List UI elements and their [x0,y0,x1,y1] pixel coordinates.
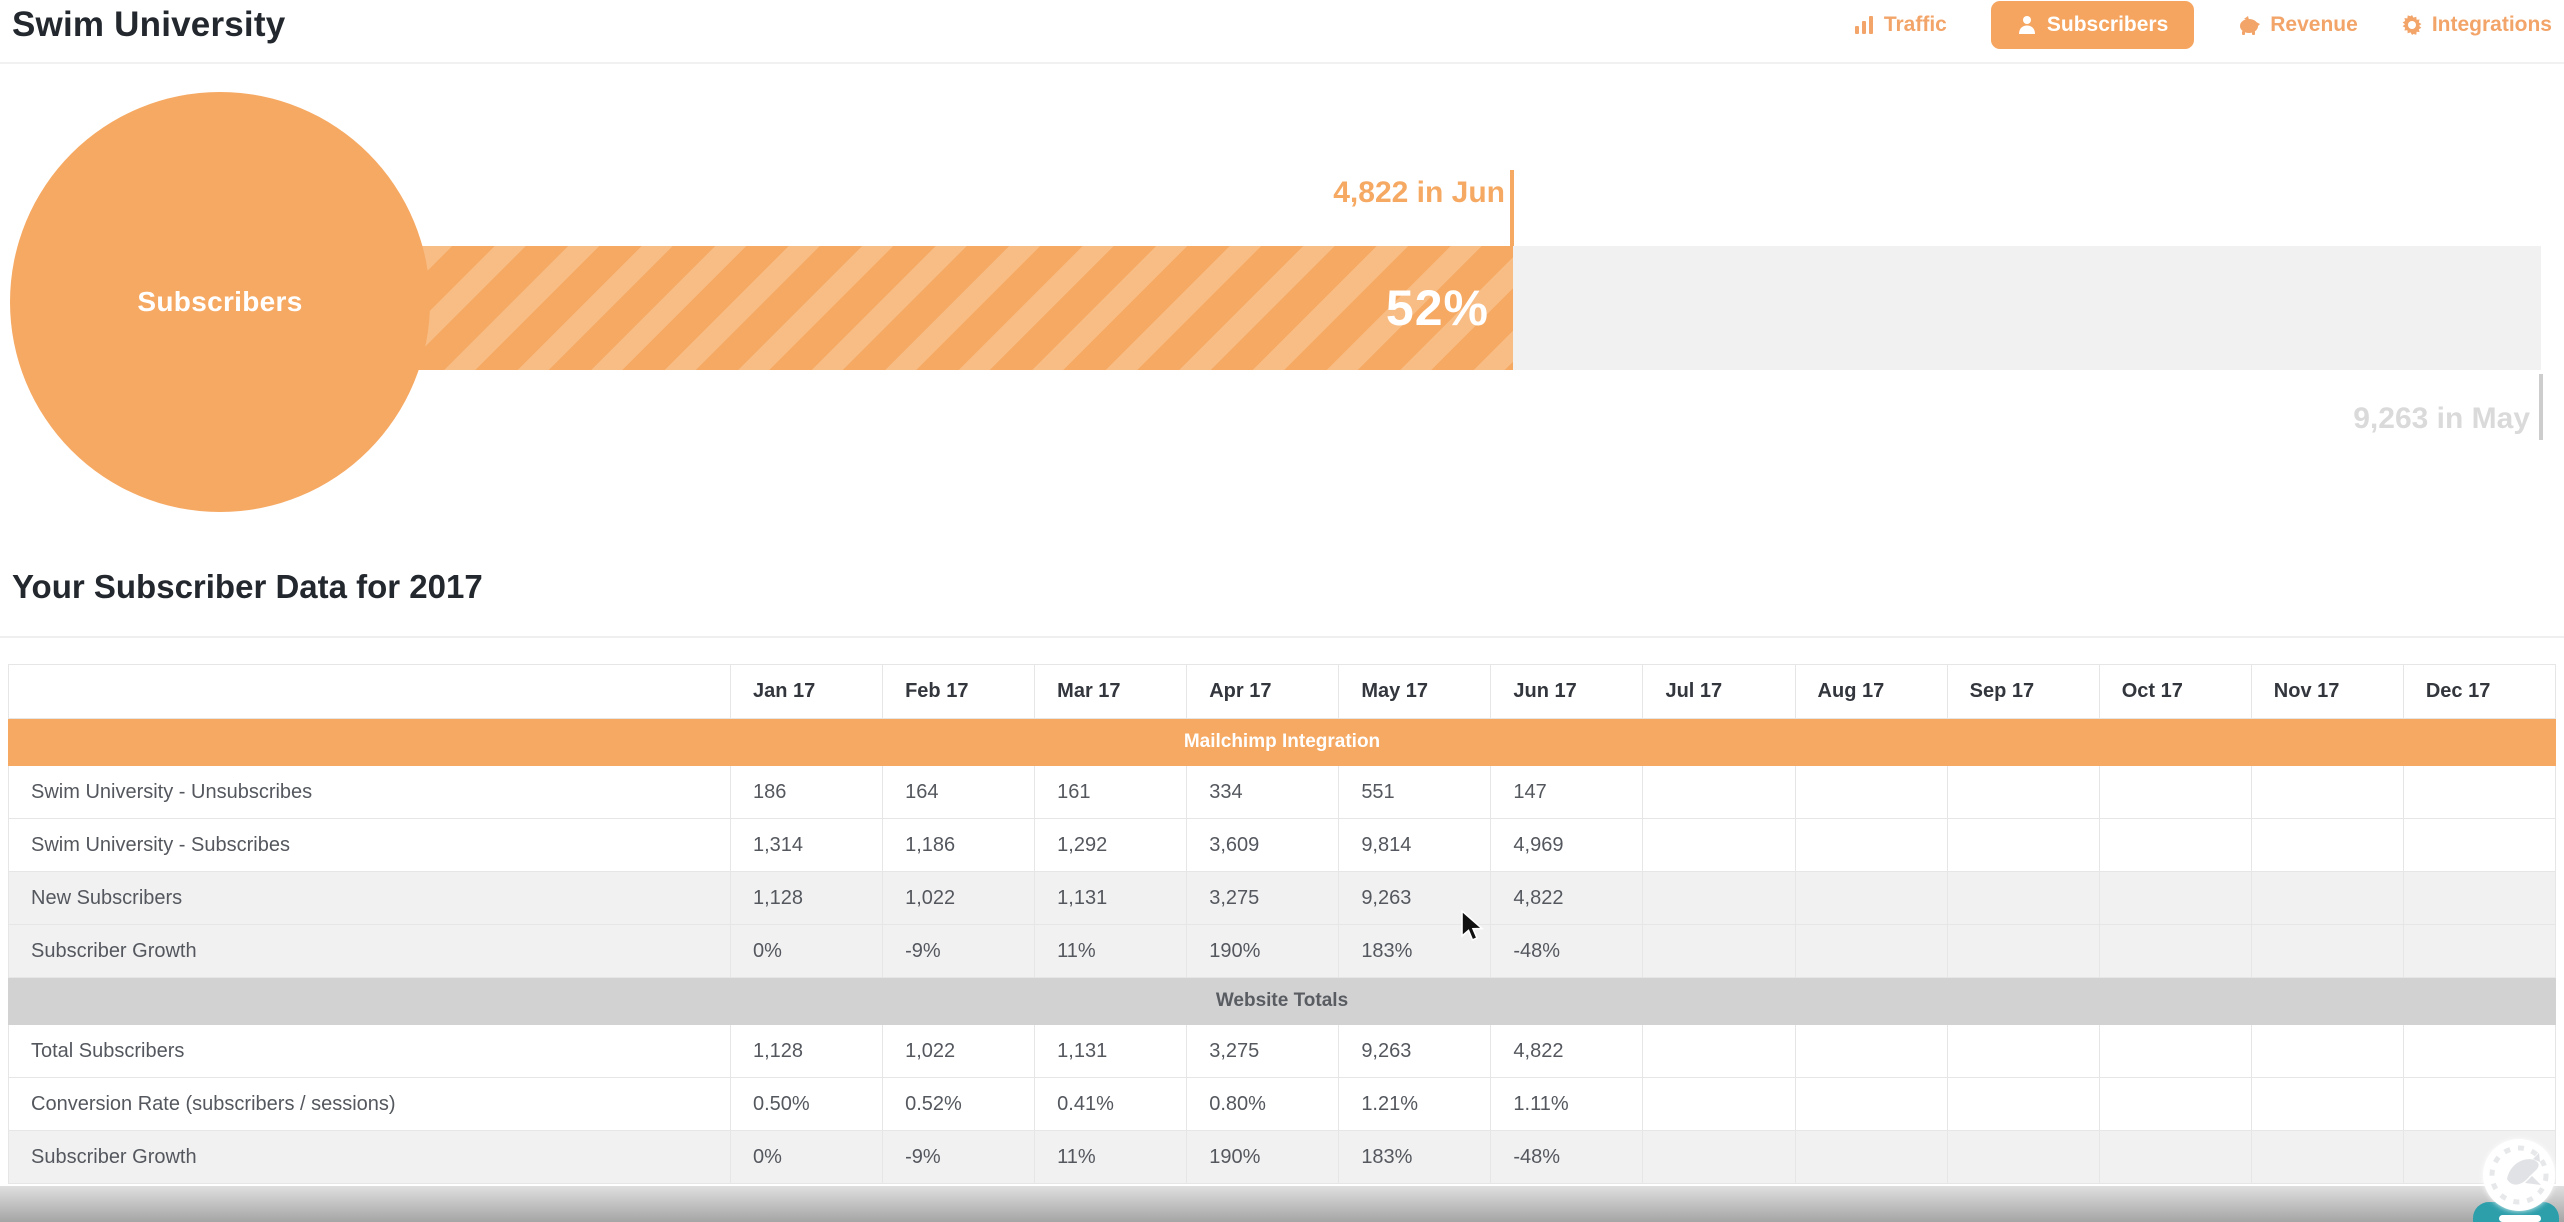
piggy-bank-icon [2238,15,2260,35]
cell-value [1947,1025,2099,1078]
mouse-cursor [1460,910,1486,949]
row-label: New Subscribers [9,872,731,925]
table-row [9,1131,2556,1184]
cell-value [1947,872,2099,925]
cell-value: -48% [1491,925,1643,978]
funnel-bar-fill [305,246,1513,370]
cell-value: 1.21% [1339,1078,1491,1131]
cell-value: 4,822 [1491,1025,1643,1078]
cell-value: 11% [1035,925,1187,978]
cell-value: 0.80% [1187,1078,1339,1131]
table-row [9,872,2556,925]
cell-value [2251,1025,2403,1078]
cell-value [1643,766,1795,819]
cell-value: 1,292 [1035,819,1187,872]
row-label: Subscriber Growth [9,1131,731,1184]
cell-value [2251,872,2403,925]
cell-value [1795,819,1947,872]
table-row [9,1078,2556,1131]
cell-value: 183% [1339,925,1491,978]
table-row [9,766,2556,819]
cell-value [1643,1025,1795,1078]
column-header: Dec 17 [2403,665,2555,719]
cell-value: 161 [1035,766,1187,819]
nav-tab-label: Traffic [1883,13,1947,36]
funnel-stage-label: Subscribers [137,286,303,317]
row-label: Swim University - Unsubscribes [9,766,731,819]
nav-tab-integrations[interactable] [2402,13,2552,37]
cell-value [1947,1131,2099,1184]
cell-value [1643,872,1795,925]
column-header: Jul 17 [1643,665,1795,719]
subscribers-funnel-chart [0,62,2564,540]
column-header: Feb 17 [883,665,1035,719]
watermark-teal-inner [2499,1215,2541,1222]
cell-value: 11% [1035,1131,1187,1184]
nav-tab-subscribers[interactable] [1991,1,2194,49]
cell-value [1947,819,2099,872]
nav-tab-label: Integrations [2431,13,2552,36]
table-row [9,819,2556,872]
section-title: Your Subscriber Data for 2017 [12,568,483,605]
cell-value [1795,766,1947,819]
cell-value [2251,925,2403,978]
cell-value [1795,925,1947,978]
cell-value [1947,766,2099,819]
column-header: Jun 17 [1491,665,1643,719]
cell-value [2251,1131,2403,1184]
cell-value [1643,1078,1795,1131]
cell-value: 0% [731,925,883,978]
cell-value: 4,822 [1491,872,1643,925]
subscriber-data-table [8,664,2556,1184]
cell-value [1795,1078,1947,1131]
column-header: Oct 17 [2099,665,2251,719]
funnel-previous-label: 9,263 in May [2353,402,2530,435]
bottom-strip [0,1186,2564,1222]
funnel-percent-label: 52% [1385,280,1489,336]
cell-value [1643,1131,1795,1184]
cell-value: 190% [1187,1131,1339,1184]
cell-value [2403,819,2555,872]
cell-value [2099,1025,2251,1078]
cell-value: 3,275 [1187,872,1339,925]
cell-value [1795,872,1947,925]
cell-value: 1.11% [1491,1078,1643,1131]
cell-value: 551 [1339,766,1491,819]
cell-value [2403,1025,2555,1078]
column-header: May 17 [1339,665,1491,719]
nav-tab-revenue[interactable] [2238,13,2358,37]
gear-icon [2402,15,2422,35]
bar-chart-icon [1854,15,1874,35]
row-label: Subscriber Growth [9,925,731,978]
funnel-previous-marker-line [2539,374,2543,440]
cell-value [1795,1131,1947,1184]
table-header-row [9,665,2556,719]
cell-value: 9,263 [1339,872,1491,925]
cell-value: 1,186 [883,819,1035,872]
cell-value: 1,022 [883,1025,1035,1078]
section-divider [0,636,2564,638]
cell-value: 1,128 [731,872,883,925]
row-label-header [9,665,731,719]
cell-value [2403,766,2555,819]
column-header: Nov 17 [2251,665,2403,719]
table-body [9,719,2556,1184]
cell-value: -9% [883,925,1035,978]
row-label: Swim University - Subscribes [9,819,731,872]
app-header [0,0,2564,64]
row-label: Conversion Rate (subscribers / sessions) [9,1078,731,1131]
top-nav [1854,0,2552,50]
cell-value: 190% [1187,925,1339,978]
cell-value: -9% [883,1131,1035,1184]
section-band-label: Website Totals [9,978,2556,1025]
cell-value [1947,925,2099,978]
nav-tab-traffic[interactable] [1854,13,1947,37]
cell-value: 0.50% [731,1078,883,1131]
table-header [9,665,2556,719]
cell-value [2251,1078,2403,1131]
table-row [9,1025,2556,1078]
cell-value [2099,766,2251,819]
cell-value: 9,263 [1339,1025,1491,1078]
cell-value: 334 [1187,766,1339,819]
cell-value: 0% [731,1131,883,1184]
cell-value [1643,925,1795,978]
column-header: Mar 17 [1035,665,1187,719]
shark-logo-watermark-icon [2483,1139,2555,1211]
cell-value: 183% [1339,1131,1491,1184]
cell-value: 0.52% [883,1078,1035,1131]
cell-value [2403,1078,2555,1131]
cell-value: 147 [1491,766,1643,819]
cell-value: 0.41% [1035,1078,1187,1131]
funnel-stage-circle [10,92,430,512]
table-row [9,925,2556,978]
page-title: Swim University [12,5,286,44]
cell-value [2099,1078,2251,1131]
column-header: Aug 17 [1795,665,1947,719]
cell-value [1643,819,1795,872]
column-header: Jan 17 [731,665,883,719]
section-band-row [9,719,2556,766]
cell-value: 3,275 [1187,1025,1339,1078]
cell-value [1795,1025,1947,1078]
cell-value: 1,022 [883,872,1035,925]
person-icon [2017,15,2037,35]
column-header: Apr 17 [1187,665,1339,719]
cell-value [2403,925,2555,978]
funnel-current-marker-line [1510,170,1514,246]
cell-value [1947,1078,2099,1131]
cell-value [2099,819,2251,872]
cell-value: 1,314 [731,819,883,872]
cell-value: 186 [731,766,883,819]
funnel-current-label: 4,822 in Jun [1333,176,1505,209]
column-header: Sep 17 [1947,665,2099,719]
cell-value [2099,1131,2251,1184]
cell-value [2251,766,2403,819]
cell-value: 3,609 [1187,819,1339,872]
cell-value [2251,819,2403,872]
section-band-label: Mailchimp Integration [9,719,2556,766]
cell-value: 4,969 [1491,819,1643,872]
cell-value: 1,128 [731,1025,883,1078]
cell-value [2099,872,2251,925]
cell-value [2099,925,2251,978]
cell-value: 1,131 [1035,1025,1187,1078]
cell-value: -48% [1491,1131,1643,1184]
nav-tab-label: Subscribers [2046,13,2169,36]
cell-value: 9,814 [1339,819,1491,872]
section-band-row [9,978,2556,1025]
cell-value [2403,872,2555,925]
cell-value: 164 [883,766,1035,819]
cell-value: 1,131 [1035,872,1187,925]
row-label: Total Subscribers [9,1025,731,1078]
nav-tab-label: Revenue [2270,13,2358,36]
